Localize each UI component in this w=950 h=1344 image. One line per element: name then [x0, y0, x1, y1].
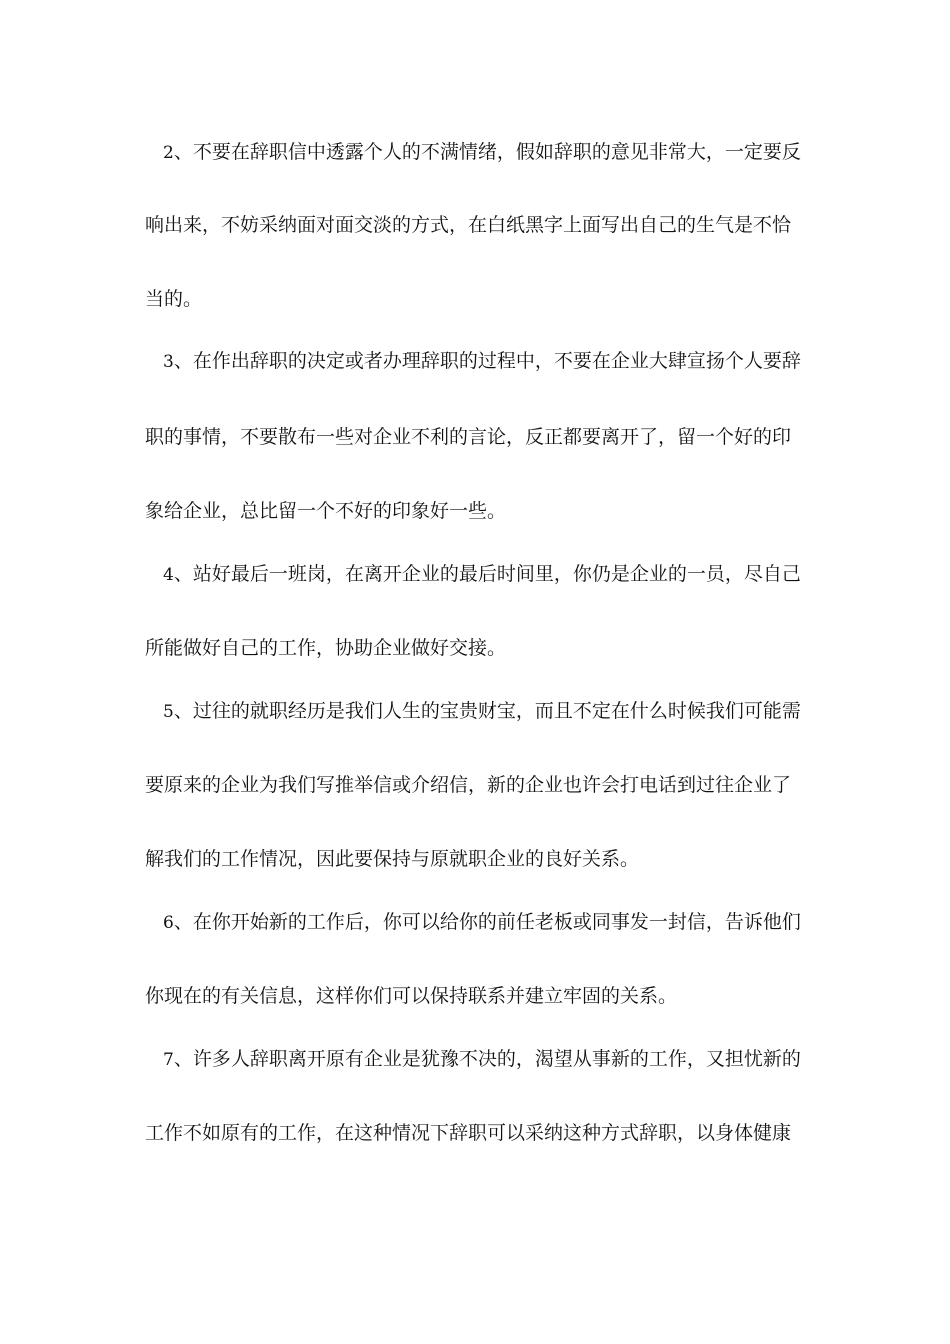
- paragraph-5-line-3: 解我们的工作情况，因此要保持与原就职企业的良好关系。: [145, 848, 640, 870]
- paragraph-7-line-1: [163, 1045, 828, 1074]
- paragraph-2-line-3: 当的。: [145, 288, 203, 310]
- paragraph-3-line-3: 象给企业，总比留一个不好的印象好一些。: [145, 500, 507, 522]
- paragraph-4-line-1: [163, 560, 828, 589]
- paragraph-7-line-2: 工作不如原有的工作，在这种情况下辞职可以采纳这种方式辞职，以身体健康: [145, 1122, 792, 1144]
- paragraph-3-line-1: [163, 347, 828, 376]
- paragraph-text: 、在作出辞职的决定或者办理辞职的过程中，不要在企业大肆宣扬个人要辞: [173, 350, 801, 372]
- paragraph-2-line-2: 响出来，不妨采纳面对面交淡的方式，在白纸黑字上面写出自己的生气是不恰: [145, 214, 792, 236]
- paragraph-3-line-2: 职的事情，不要散布一些对企业不利的言论，反正都要离开了，留一个好的印: [145, 426, 792, 448]
- paragraph-text: 、过往的就职经历是我们人生的宝贵财宝，而且不定在什么时候我们可能需: [173, 700, 801, 722]
- paragraph-5-line-1: [163, 697, 828, 726]
- paragraph-text: 、站好最后一班岗，在离开企业的最后时间里，你仍是企业的一员，尽自己: [173, 563, 801, 585]
- paragraph-number: 2: [163, 143, 174, 163]
- paragraph-number: 7: [163, 1050, 174, 1070]
- paragraph-text: 、不要在辞职信中透露个人的不满情绪，假如辞职的意见非常大，一定要反: [173, 141, 801, 163]
- paragraph-6-line-2: 你现在的有关信息，这样你们可以保持联系并建立牢固的关系。: [145, 985, 678, 1007]
- paragraph-6-line-1: [163, 908, 828, 937]
- paragraph-number: 6: [163, 913, 174, 933]
- paragraph-2-line-1: [163, 138, 828, 167]
- paragraph-5-line-2: 要原来的企业为我们写推举信或介绍信，新的企业也许会打电话到过往企业了: [145, 774, 792, 796]
- paragraph-number: 3: [163, 352, 174, 372]
- paragraph-text: 、在你开始新的工作后，你可以给你的前任老板或同事发一封信，告诉他们: [173, 911, 801, 933]
- paragraph-text: 、许多人辞职离开原有企业是犹豫不决的，渴望从事新的工作，又担忧新的: [173, 1048, 801, 1070]
- paragraph-4-line-2: 所能做好自己的工作，协助企业做好交接。: [145, 637, 507, 659]
- paragraph-number: 4: [163, 565, 174, 585]
- paragraph-number: 5: [163, 702, 174, 722]
